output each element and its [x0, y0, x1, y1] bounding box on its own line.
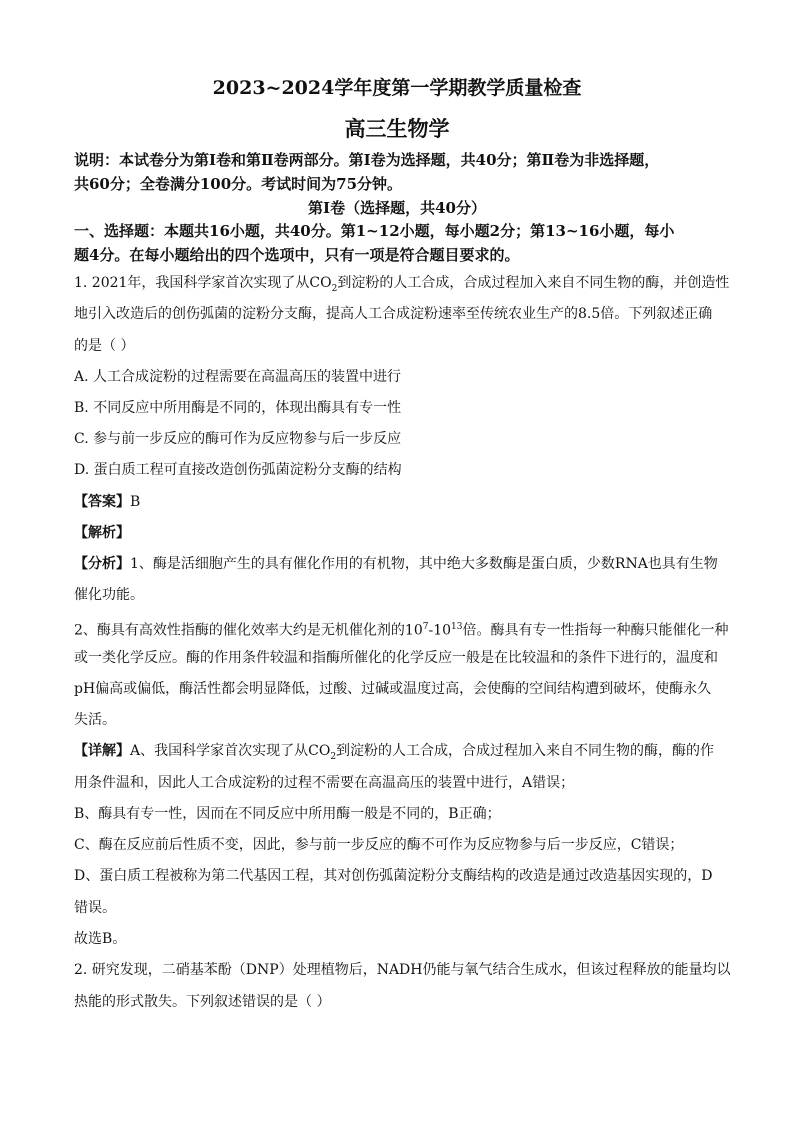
detail-line-1: 【详解】A、我国科学家首次实现了从$CO_2$到淀粉的人工合成，合成过程加入来自不同生物的酶，酶的作 [74, 743, 715, 762]
detail-line-3: B、酶具有专一性，因而在不同反应中所用酶一般是不同的，B正确； [74, 806, 501, 822]
detail-line-6: 错误。 [74, 900, 116, 916]
exam-title: 2023~2024学年度第一学期教学质量检查 [212, 77, 582, 99]
analysis-para2-line-1: 2、酶具有高效性指酶的催化效率大约是无机催化剂的$10^7-10^{13}$倍。酶具有专一性指每一种酶只能催化一种 [74, 622, 729, 639]
question-1-option-d: D. 蛋白质工程可直接改造创伤弧菌淀粉分支酶的结构 [74, 462, 402, 478]
question-1-option-b: B. 不同反应中所用酶是不同的，体现出酶具有专一性 [74, 400, 402, 416]
question-2-stem-line-2: 热能的形式散失。下列叙述错误的是（ ） [74, 994, 331, 1010]
analysis-para2-line-4: 失活。 [74, 712, 116, 728]
analysis-para1-line-1: 【分析】1、酶是活细胞产生的具有催化作用的有机物，其中绝大多数酶是蛋白质，少数RNA也具有生物 [74, 556, 718, 572]
conclusion-line: 故选B。 [74, 931, 127, 947]
analysis-para2-line-3: pH偏高或偏低，酶活性都会明显降低，过酸、过碱或温度过高，会使酶的空间结构遭到破坏，使酶永久 [74, 681, 712, 697]
analysis-heading: 【解析】 [74, 525, 130, 541]
question-1-option-c: C. 参与前一步反应的酶可作为反应物参与后一步反应 [74, 431, 402, 447]
question-1-stem-line-1: 1. 2021年，我国科学家首次实现了从$CO_2$到淀粉的人工合成，合成过程加入来自不同生物的酶，并创造性 [74, 275, 730, 294]
question-1-stem-line-3: 的是（ ） [74, 338, 135, 354]
detail-line-4: C、酶在反应前后性质不变，因此，参与前一步反应的酶不可作为反应物参与后一步反应，C错误； [74, 837, 684, 853]
instructions-line-2: 共60分；全卷满分100分。考试时间为75分钟。 [74, 175, 403, 193]
detail-line-2: 用条件温和，因此人工合成淀粉的过程不需要在高温高压的装置中进行，A错误； [74, 775, 575, 791]
question-1-stem-line-2: 地引入改造后的创伤弧菌的淀粉分支酶，提高人工合成淀粉速率至传统农业生产的8.5倍。下列叙述正确 [74, 306, 713, 322]
section-title: 第Ⅰ卷（选择题，共40分） [308, 199, 486, 217]
section-intro-line-1: 一、选择题：本题共16小题，共40分。第1~12小题，每小题2分；第13~16小题，每小 [74, 222, 675, 240]
section-intro-line-2: 题4分。在每小题给出的四个选项中，只有一项是符合题目要求的。 [74, 246, 520, 264]
answer-line: 【答案】B [74, 494, 141, 510]
analysis-para2-line-2: 或一类化学反应。酶的作用条件较温和指酶所催化的化学反应一般是在比较温和的条件下进行的，温度和 [74, 650, 718, 666]
detail-line-5: D、蛋白质工程被称为第二代基因工程，其对创伤弧菌淀粉分支酶结构的改造是通过改造基因实现的，D [74, 868, 713, 884]
question-1-option-a: A. 人工合成淀粉的过程需要在高温高压的装置中进行 [74, 369, 402, 385]
exam-subject: 高三生物学 [344, 116, 450, 141]
analysis-para1-line-2: 催化功能。 [74, 587, 144, 603]
instructions-line-1: 说明：本试卷分为第Ⅰ卷和第Ⅱ卷两部分。第Ⅰ卷为选择题，共40分；第Ⅱ卷为非选择题， [74, 151, 660, 169]
question-2-stem-line-1: 2. 研究发现，二硝基苯酚（DNP）处理植物后，NADH仍能与氧气结合生成水，但该过程释放的能量均以 [74, 962, 731, 978]
